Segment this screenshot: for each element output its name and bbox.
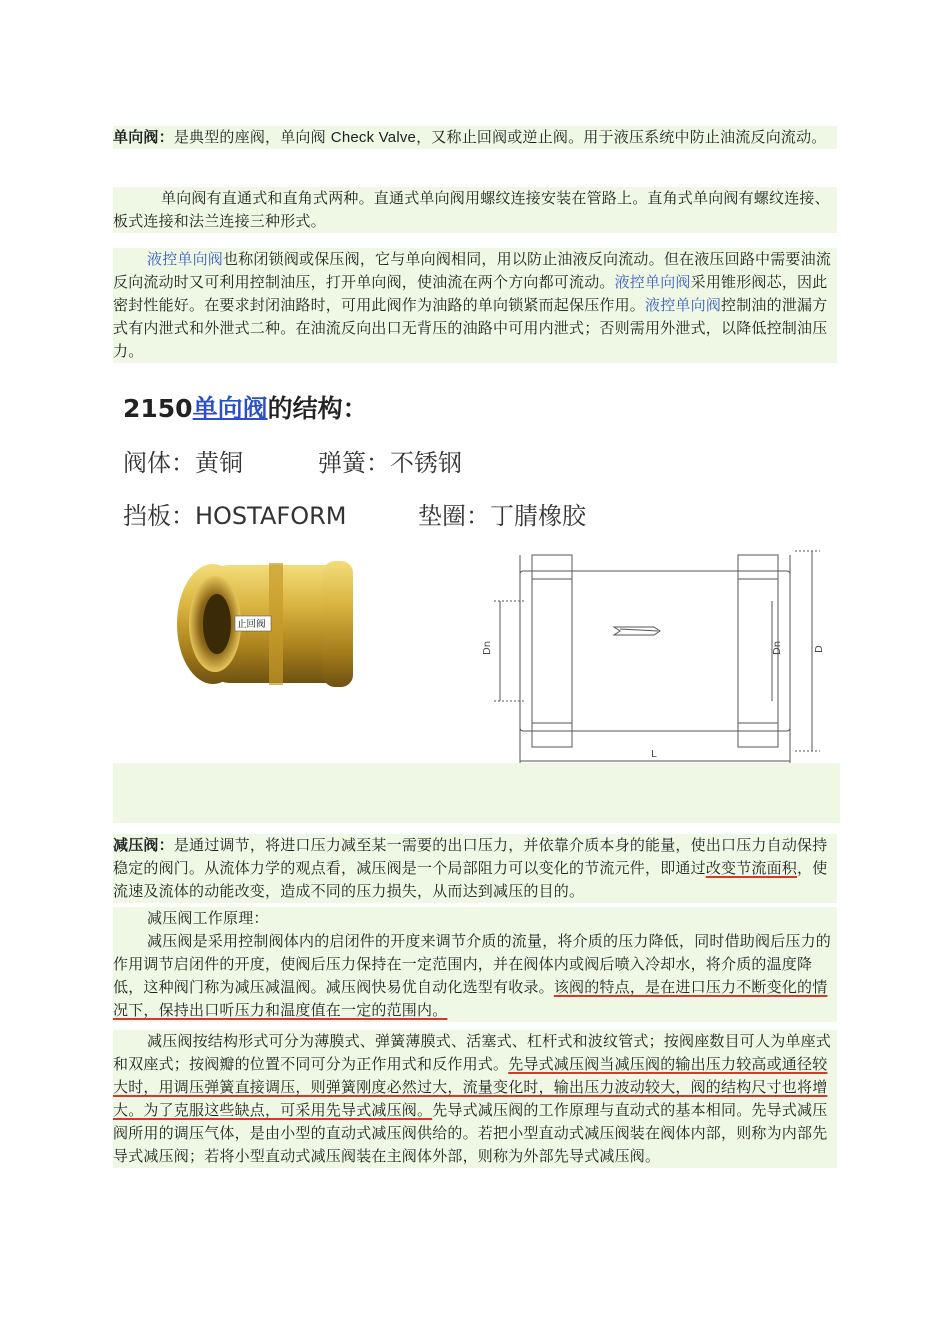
pressure-valve-principle-heading (113, 907, 837, 930)
figure-title (123, 389, 368, 425)
dim-d: D (814, 645, 825, 653)
pressure-valve-definition (113, 834, 837, 903)
check-valve-types (113, 187, 837, 233)
figure-title-rest: 的结构： (267, 394, 368, 423)
principle-heading-text: 减压阀工作原理： (147, 909, 269, 927)
spec-gasket-material: 垫圈：丁腈橡胶 (418, 502, 586, 530)
pilot-check-valve-paragraph (113, 248, 837, 363)
principle-underlined: 该阀的特点，是在进口压力不断变化的情况下，保持出口听压力和温度值在一定的范围内。 (113, 978, 828, 1019)
pilot-check-valve-text-2: 采用锥形阀芯，因此密封性能好。在要求封闭油路时，可用此阀作为油路的单向锁紧而起保压作用。 (113, 273, 828, 314)
classification-text-b: 先导式减压阀的工作原理与直动式的基本相同。先导式减压阀所用的调压气体，是由小型的直动式减压阀供给的。若把小型直动式减压阀装在阀体内部，则称为内部先导式减压阀；若将小型直动式减压阀装在主阀体外部，则称为外部先导式减压阀。 (113, 1101, 828, 1165)
pilot-check-valve-text-3: 控制油的泄漏方式有内泄式和外泄式二种。在油流反向出口无背压的油路中可用内泄式；否则需用外泄式，以降低控制油压力。 (113, 296, 828, 360)
pressure-valve-classification (113, 1030, 837, 1168)
dim-dn-left: Dn (482, 640, 493, 655)
check-valve-english: Check Valve (330, 129, 417, 146)
pilot-check-valve-link[interactable]: 液控单向阀 (614, 273, 691, 291)
pilot-check-valve-text-1: 也称闭锁阀或保压阀，它与单向阀相同，用以防止油液反向流动。但在液压回路中需要油流反向流动时又可利用控制油压，打开单向阀，使油流在两个方向都可流动。 (113, 250, 832, 291)
pilot-check-valve-link[interactable]: 液控单向阀 (645, 296, 722, 314)
valve-dimension-drawing (480, 543, 840, 763)
valve-photo-tag: 止回阀 (237, 619, 266, 630)
classification-underlined: 先导式减压阀当减压阀的输出压力较高或通径较大时，用调压弹簧直接调压，则弹簧刚度必然过大，流量变化时，输出压力波动较大，阀的结构尺寸也将增大。为了克服这些缺点，可采用先导式减压阀。 (113, 1055, 828, 1119)
check-valve-types-text: 单向阀有直通式和直角式两种。直通式单向阀用螺纹连接安装在管路上。直角式单向阀有螺纹连接、板式连接和法兰连接三种形式。 (113, 189, 830, 230)
spec-body-material: 阀体：黄铜 (123, 449, 243, 477)
pressure-valve-def-a: 是通过调节，将进口压力减至某一需要的出口压力，并依靠介质本身的能量，使出口压力自动保持稳定的阀门。从流体力学的观点看，减压阀是一个局部阻力可以变化的节流元件，即通过 (113, 836, 828, 877)
classification-text-a: 减压阀按结构形式可分为薄膜式、弹簧薄膜式、活塞式、杠杆式和波纹管式；按阀座数目可人为单座式和双座式；按阀瓣的位置不同可分为正作用式和反作用式。 (113, 1032, 832, 1073)
check-valve-def-a: 是典型的座阀，单向阀 (173, 128, 331, 146)
pressure-valve-def-b: ，使流速及流体的动能改变，造成不同的压力损失，从而达到减压的目的。 (113, 859, 828, 900)
principle-text: 减压阀是采用控制阀体内的启闭件的开度来调节介质的流量，将介质的压力降低，同时借助阀后压力的作用调节启闭件的开度，使阀后压力保持在一定范围内，并在阀体内或阀后喷入冷却水，将介质的温度降低，这种阀门称为减压减温阀。减压阀快易优自动化选型有收录。 (113, 932, 832, 996)
brass-valve-photo (173, 543, 373, 703)
pilot-check-valve-link[interactable]: 液控单向阀 (147, 250, 224, 268)
check-valve-term: 单向阀： (113, 128, 174, 146)
figure-title-link[interactable]: 单向阀 (192, 394, 268, 423)
figure-title-number: 2150 (123, 394, 193, 423)
pressure-valve-term: 减压阀： (113, 836, 174, 854)
check-valve-structure-figure (113, 383, 840, 823)
figure-panel (113, 383, 840, 763)
pressure-valve-underlined-phrase: 改变节流面积 (705, 859, 798, 877)
check-valve-definition (113, 126, 837, 149)
spec-spring-material: 弹簧：不锈钢 (318, 449, 462, 477)
pressure-valve-principle (113, 930, 837, 1022)
check-valve-def-c: ，又称止回阀或逆止阀。用于液压系统中防止油流反向流动。 (416, 128, 827, 146)
spec-baffle-material: 挡板：HOSTAFORM (123, 502, 347, 530)
dim-l: L (651, 749, 657, 760)
dim-dn-right: Dn (772, 640, 783, 655)
